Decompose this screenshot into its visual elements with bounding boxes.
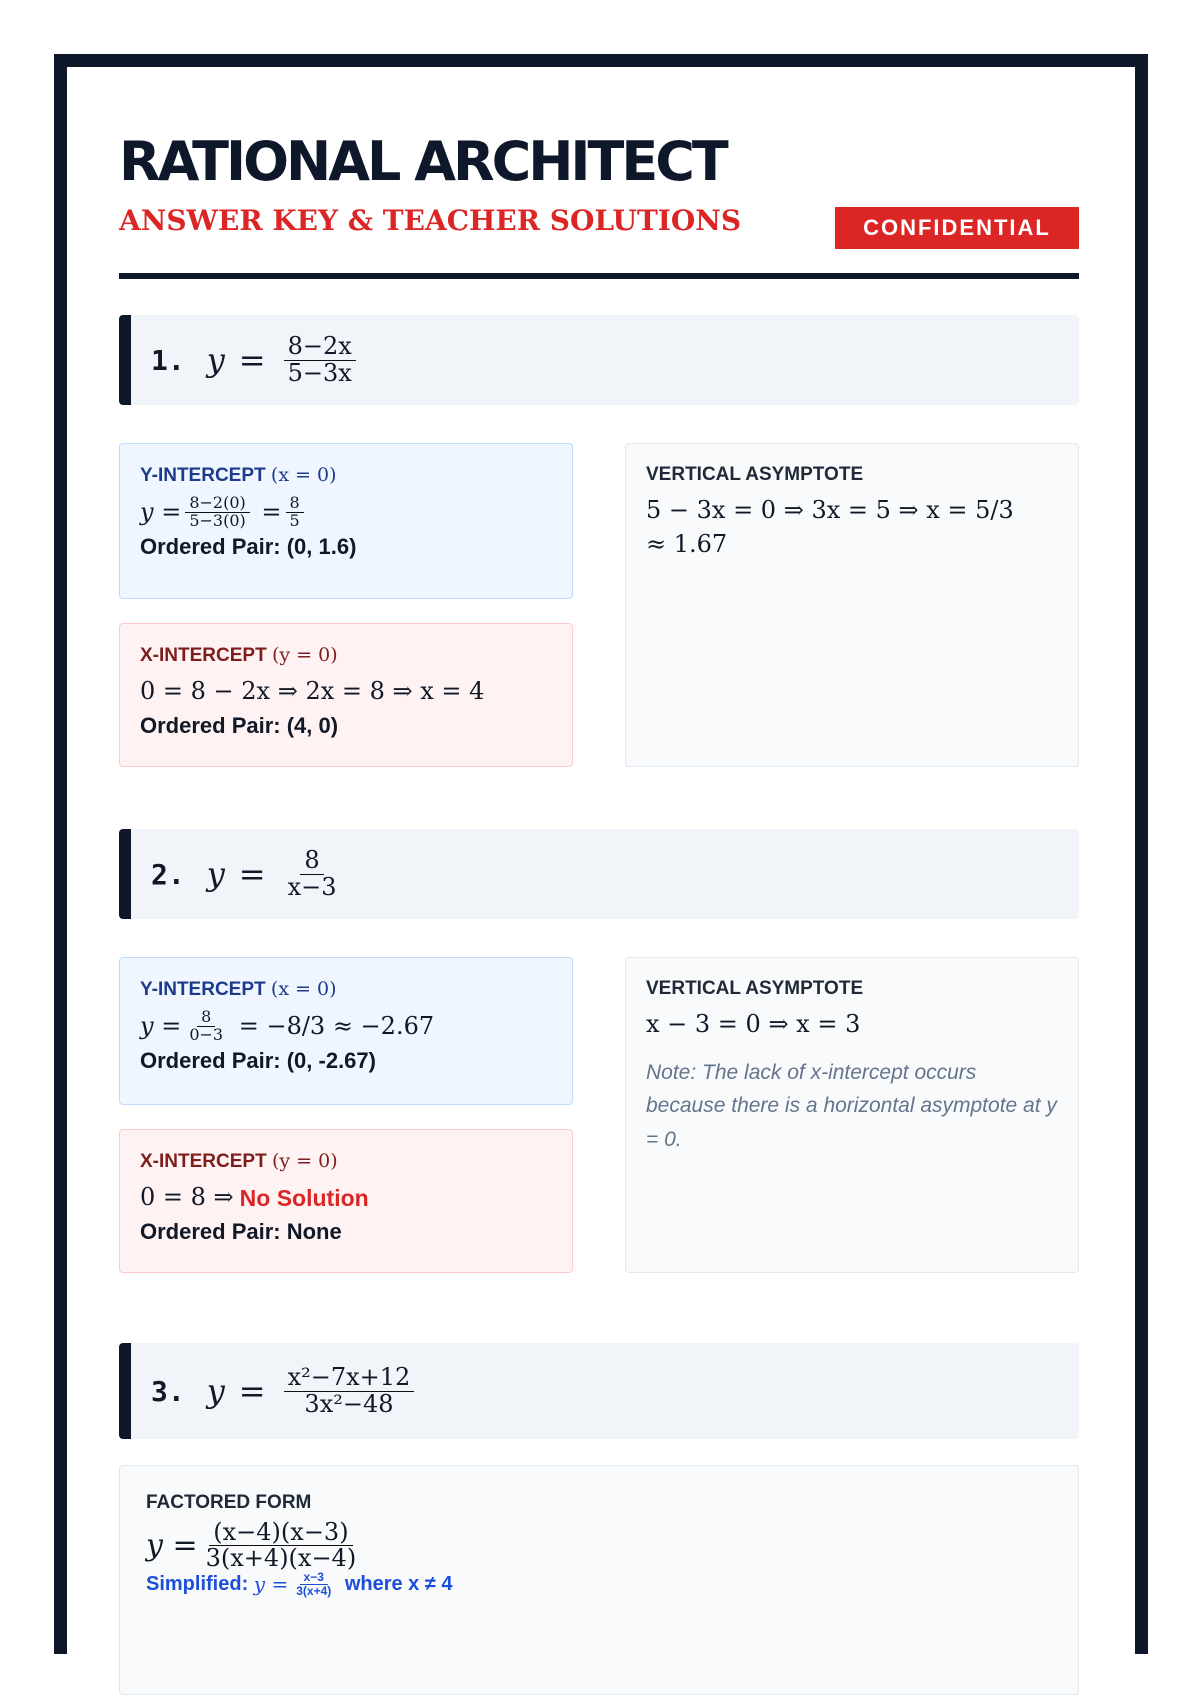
problem-3-header [119, 1343, 1079, 1439]
page-subtitle: ANSWER KEY & TEACHER SOLUTIONS [119, 204, 742, 237]
problem-1-y-intercept-card [119, 443, 573, 599]
confidential-badge: CONFIDENTIAL [835, 207, 1079, 249]
ordered-pair: Ordered Pair: (0, 1.6) [140, 533, 357, 559]
problem-2-vertical-asymptote-card [625, 957, 1079, 1273]
simplified-fraction: $\frac{x-3}{3(x+4)}$ [296, 1570, 332, 1598]
problem-1-header [119, 315, 1079, 405]
fraction-numerator: 8−2x [284, 334, 356, 360]
x-intercept-work: 0 = 8 − 2x ⇒ 2x = 8 ⇒ x = 4 [140, 677, 485, 705]
card-label: VERTICAL ASYMPTOTE [646, 464, 864, 485]
problem-fraction [284, 334, 356, 385]
problem-3-factored-card [119, 1465, 1079, 1695]
problem-expression: y = $\frac{8}{x-3}$ [207, 848, 345, 899]
fraction-denominator: 3x²−48 [304, 1389, 394, 1418]
problem-expression: y = $\frac{\text{x²−7x+12}}{\text{3x²−48}}$ [207, 1365, 419, 1416]
problem-2-x-intercept-card [119, 1129, 573, 1273]
card-label: X-INTERCEPT (y = 0) [140, 1150, 338, 1172]
asymptote-work: 5 − 3x = 0 ⇒ 3x = 5 ⇒ x = 5/3 [646, 496, 1014, 524]
no-solution-text: No Solution [239, 1184, 369, 1211]
ordered-pair: Ordered Pair: None [140, 1218, 342, 1244]
problem-1-vertical-asymptote-card [625, 443, 1079, 767]
page-title: RATIONAL ARCHITECT [119, 130, 726, 193]
card-label: Y-INTERCEPT (x = 0) [140, 464, 337, 486]
problem-fraction [284, 848, 341, 899]
problem-2-y-intercept-card [119, 957, 573, 1105]
factored-fraction: $\frac{(x-4)(x-3)}{3(x+4)(x-4)}$ [205, 1518, 357, 1573]
problem-2-header [119, 829, 1079, 919]
asymptote-approx: ≈ 1.67 [646, 529, 728, 558]
problem-number: 1. [151, 343, 185, 377]
problem-number: 2. [151, 857, 185, 891]
y-intercept-work: y = $\frac{8}{0-3}$ = −8/3 ≈ −2.67 [140, 1007, 435, 1044]
asymptote-note: Note: The lack of x-intercept occurs because there is a horizontal asymptote at y = 0. [646, 1060, 1057, 1151]
asymptote-work: x − 3 = 0 ⇒ x = 3 [646, 1010, 861, 1038]
worksheet-frame [54, 54, 1148, 1654]
fraction-numerator: 8 [300, 848, 323, 874]
problem-number: 3. [151, 1374, 185, 1408]
problem-expression: y = $\frac{8-2x}{5-3x}$ [207, 334, 360, 385]
card-label: X-INTERCEPT (y = 0) [140, 644, 338, 666]
fraction-denominator: 5−3x [287, 358, 352, 387]
result-fraction: $\frac{8}{5}$ [286, 495, 304, 530]
problem-fraction [284, 1365, 415, 1416]
card-label: FACTORED FORM [146, 1492, 312, 1513]
problem-1-x-intercept-card [119, 623, 573, 767]
header-divider [119, 273, 1079, 279]
x-intercept-work: 0 = 8 ⇒ No Solution [140, 1181, 552, 1215]
ordered-pair: Ordered Pair: (0, -2.67) [140, 1047, 376, 1073]
step-fraction: $\frac{8}{0-3}$ [189, 1007, 224, 1044]
card-label: Y-INTERCEPT (x = 0) [140, 978, 337, 1000]
step-fraction: $\frac{8-2(0)}{5-3(0)}$ [185, 495, 249, 530]
simplified-form: Simplified: y = $\frac{x-3}{3(x+4)}$ where x ≠ 4 [146, 1570, 453, 1598]
fraction-denominator: x−3 [287, 872, 337, 901]
ordered-pair: Ordered Pair: (4, 0) [140, 712, 339, 738]
y-intercept-work: y = $\frac{8-2(0)}{5-3(0)}$ = $\frac{8}{5}$ [140, 495, 552, 530]
factored-expression: y = $\frac{(x-4)(x-3)}{3(x+4)(x-4)}$ [146, 1520, 1052, 1571]
fraction-numerator: x²−7x+12 [284, 1365, 415, 1391]
card-label: VERTICAL ASYMPTOTE [646, 978, 864, 999]
